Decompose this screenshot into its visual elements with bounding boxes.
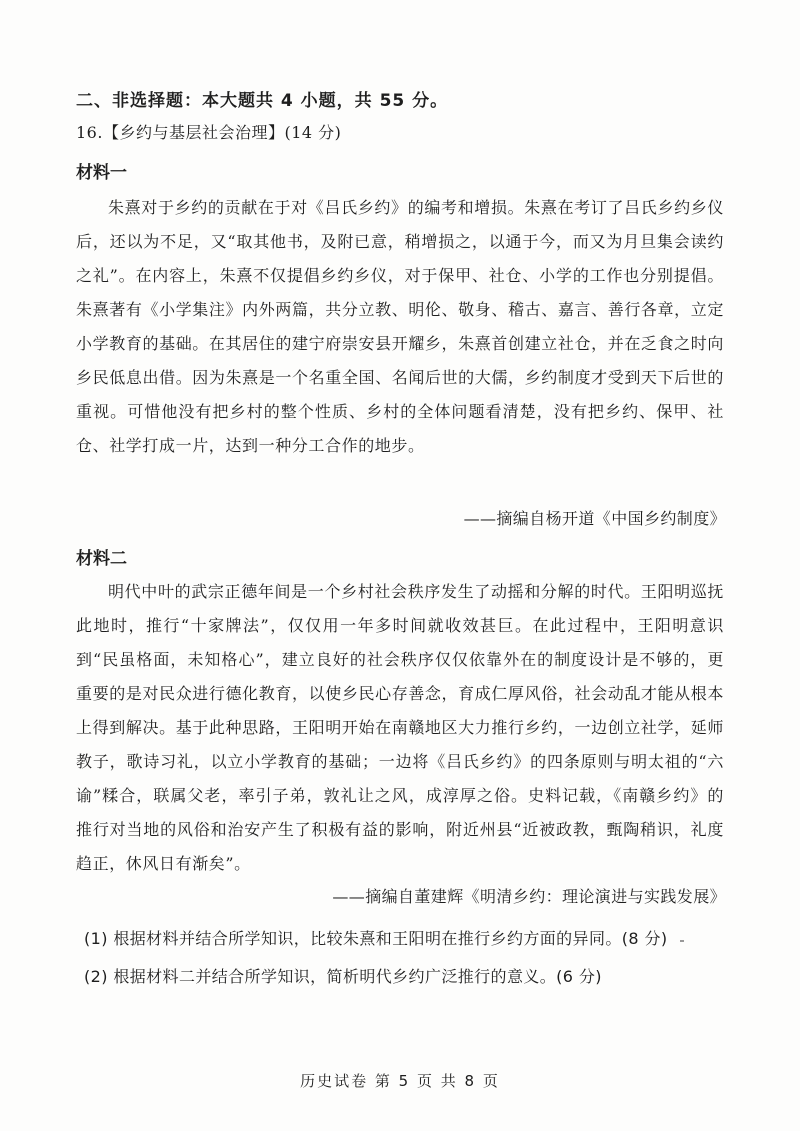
material-1-source: ——摘编自杨开道《中国乡约制度》 [463,509,726,528]
section-heading: 二、非选择题：本大题共 4 小题，共 55 分。 [76,91,449,111]
sub-question-1: (1) 根据材料并结合所学知识，比较朱熹和王阳明在推行乡约方面的异同。(8 分) [84,929,668,948]
scan-speck [680,940,684,942]
material-1-label: 材料一 [76,163,127,183]
material-2-text: 明代中叶的武宗正德年间是一个乡村社会秩序发生了动摇和分解的时代。王阳明巡抚此地时，推行“十家牌法”，仅仅用一年多时间就收效甚巨。在此过程中，王阳明意识到“民虽格面，未知格心”，建立良好的社会秩序仅仅依靠外在的制度设计是不够的，更重要的是对民众进行德化教育，以使乡民心存善念，育成仁厚风俗，社会动乱才能从根本上得到解决。基于此种思路，王阳明开始在南赣地区大力推行乡约，一边创立社学，延师教子，歌诗习礼，以立小学教育的基础；一边将《吕氏乡约》的四条原则与明太祖的“六谕”糅合，联属父老，率引子弟，敦礼让之风，成淳厚之俗。史料记载，《南赣乡约》的推行对当地的风俗和治安产生了积极有益的影响，附近州县“近被政教，甄陶稍识，礼度趋正，休风日有渐矣”。 [76,582,724,873]
material-2-label: 材料二 [76,549,127,569]
question-title: 16.【乡约与基层社会治理】(14 分) [76,123,342,142]
material-2-source: ——摘编自董建辉《明清乡约：理论演进与实践发展》 [332,887,726,906]
page-footer: 历史试卷 第 5 页 共 8 页 [300,1072,500,1090]
material-1-text: 朱熹对于乡约的贡献在于对《吕氏乡约》的编考和增损。朱熹在考订了吕氏乡约乡仪后，还以为不足，又“取其他书，及附已意，稍增损之，以通于今，而又为月旦集会读约之礼”。在内容上，朱熹不仅提倡乡约乡仪，对于保甲、社仓、小学的工作也分别提倡。朱熹著有《小学集注》内外两篇，共分立教、明伦、敬身、稽古、嘉言、善行各章，立定小学教育的基础。在其居住的建宁府崇安县开耀乡，朱熹首创建立社仓，并在乏食之时向乡民低息出借。因为朱熹是一个名重全国、名闻后世的大儒，乡约制度才受到天下后世的重视。可惜他没有把乡村的整个性质、乡村的全体问题看清楚，没有把乡约、保甲、社仓、社学打成一片，达到一种分工合作的地步。 [76,198,724,455]
sub-question-2: (2) 根据材料二并结合所学知识，简析明代乡约广泛推行的意义。(6 分) [84,967,602,986]
